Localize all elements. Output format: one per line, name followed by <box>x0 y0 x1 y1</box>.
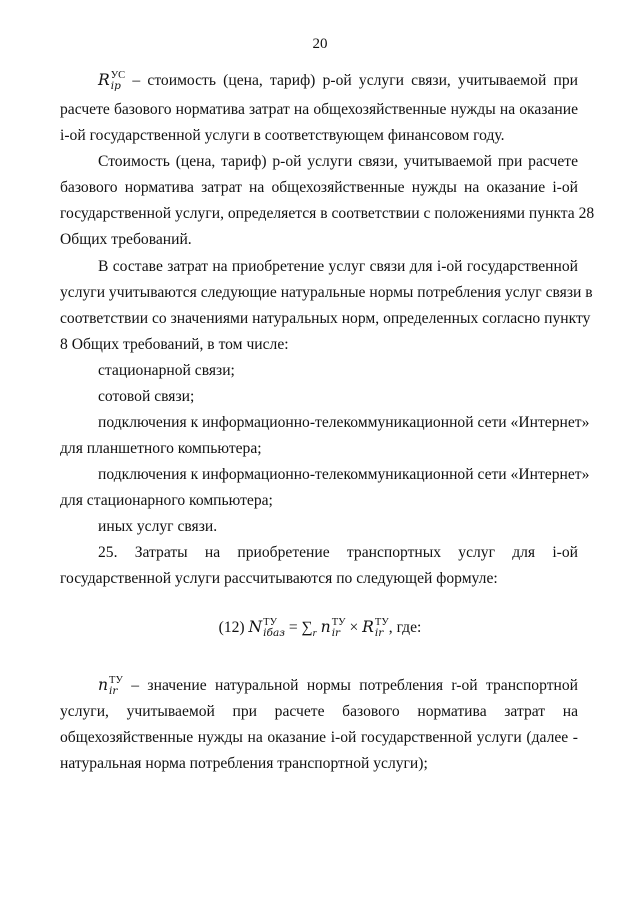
symbol-r: R <box>98 71 110 89</box>
formula-n-subscript: iбаз <box>263 627 285 640</box>
symbol-r-superscript: УС <box>110 70 126 82</box>
definition-r-ip <box>98 70 578 91</box>
formula-n-superscript: ТУ <box>263 617 278 629</box>
paragraph-line: натуральная норма потребления транспортной услуги); <box>60 755 428 772</box>
list-item-continuation: для планшетного компьютера; <box>60 440 262 457</box>
definition-n-ir <box>98 675 578 696</box>
list-item: стационарной связи; <box>98 362 235 379</box>
formula-n-symbol: N <box>248 618 263 636</box>
formula-r-subscript: ir <box>374 627 384 640</box>
list-item: подключения к информационно-телекоммуникационной сети «Интернет» <box>98 466 590 483</box>
list-item-continuation: для стационарного компьютера; <box>60 492 273 509</box>
formula-lower-n-symbol: n <box>320 618 331 636</box>
page-number: 20 <box>312 36 328 52</box>
formula-number: (12) <box>218 619 245 636</box>
list-item: иных услуг связи. <box>98 518 218 535</box>
paragraph-line: i-ой государственной услуги в соответствующем финансовом году. <box>60 127 505 144</box>
paragraph-line: В составе затрат на приобретение услуг связи для i-ой государственной <box>98 258 578 275</box>
symbol-n-superscript: ТУ <box>109 675 123 687</box>
paragraph-line: услуги учитываются следующие натуральные нормы потребления услуг связи в <box>60 284 593 301</box>
paragraph-line: государственной услуги рассчитываются по следующей формуле: <box>60 570 498 587</box>
definition-r-text: – стоимость (цена, тариф) р-ой услуги связи, учитываемой при <box>125 72 578 89</box>
formula-r-symbol: R <box>362 618 374 636</box>
symbol-n-indices <box>109 676 123 696</box>
symbol-n: n <box>98 676 109 694</box>
paragraph-line: соответствии со значениями натуральных норм, определенных согласно пункту <box>60 310 591 327</box>
formula-12 <box>0 618 640 638</box>
paragraph-line: Стоимость (цена, тариф) р-ой услуги связи, учитываемой при расчете <box>98 153 578 170</box>
definition-n-text: – значение натуральной нормы потребления r-ой транспортной <box>122 677 578 694</box>
section-25-heading: 25. Затраты на приобретение транспортных услуг для i-ой <box>98 544 578 561</box>
paragraph-line: государственной услуги, определяется в соответствии с положениями пункта 28 <box>60 205 595 222</box>
formula-r-indices <box>375 618 389 638</box>
formula-lower-n-subscript: ir <box>331 627 341 640</box>
formula-n-indices <box>263 618 285 638</box>
paragraph-line: 8 Общих требований, в том числе: <box>60 336 289 353</box>
formula-lower-n-indices <box>332 618 346 638</box>
formula-times: × <box>345 619 363 636</box>
paragraph-line: общехозяйственные нужды на оказание i-ой государственной услуги (далее - <box>60 729 578 746</box>
paragraph-line: услуги, учитываемой при расчете базового норматива затрат на <box>60 703 578 720</box>
symbol-r-subscript: ip <box>110 80 121 93</box>
symbol-r-indices <box>111 71 125 91</box>
list-item: сотовой связи; <box>98 388 195 405</box>
formula-tail: , где: <box>388 619 422 636</box>
formula-sum-subscript: r <box>312 628 317 639</box>
formula-lower-n-superscript: ТУ <box>331 617 346 629</box>
symbol-n-subscript: ir <box>109 685 118 698</box>
list-item: подключения к информационно-телекоммуникационной сети «Интернет» <box>98 414 590 431</box>
formula-r-superscript: ТУ <box>374 617 389 629</box>
formula-equals-sum: = ∑ <box>284 619 313 636</box>
paragraph-line: расчете базового норматива затрат на общехозяйственные нужды на оказание <box>60 101 578 118</box>
paragraph-line: Общих требований. <box>60 231 192 248</box>
paragraph-line: базового норматива затрат на общехозяйственные нужды на оказание i-ой <box>60 179 578 196</box>
